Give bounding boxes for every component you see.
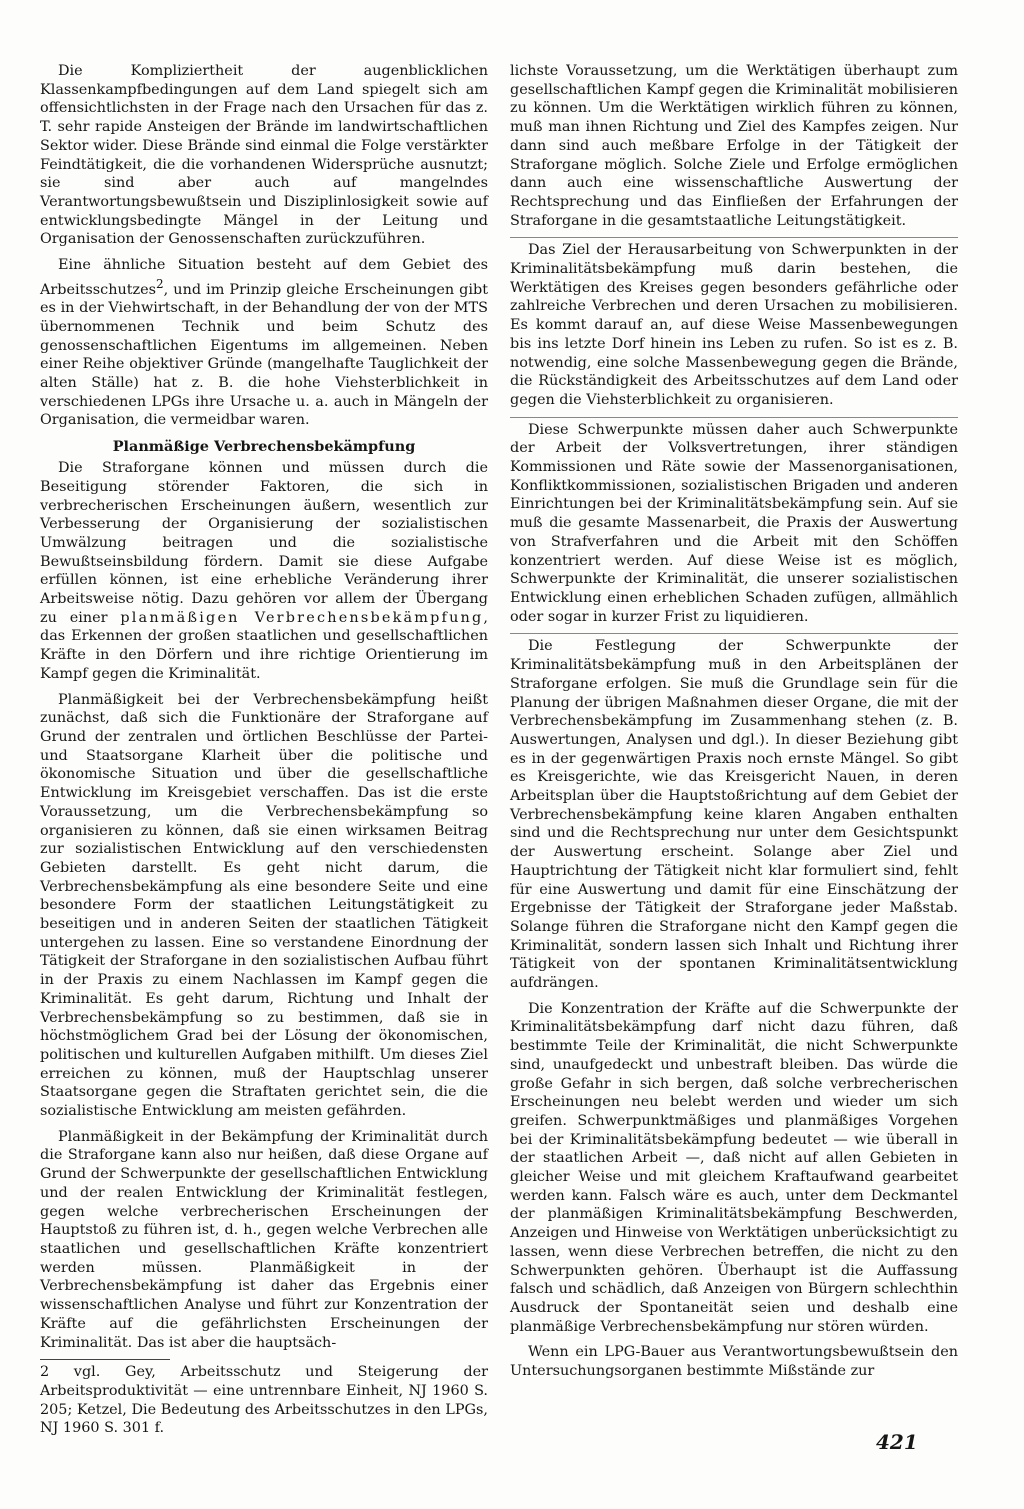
paragraph — [40, 256, 488, 430]
emphasized-text: planmäßigen Verbrechensbekämpfung — [120, 609, 484, 626]
paragraph: Die Kompliziertheit der augenblicklichen Klassenkampfbedingungen auf dem Land spiegelt sich am offensichtlichsten in der Frage nach den Ursachen für das z. T. sehr rapide Ansteigen der Brände im landwirtschaftlichen Sektor wider. Diese Brände sind einmal die Folge verstärkter Feindtätigkeit, die die vorhandenen Widersprüche ausnutzt; sie sind aber auch auf mangelndes Verantwortungsbewußtsein und Disziplinlosigkeit sowie auf entwicklungsbedingte Mängel in der Leitung und Organisation der Genossenschaften zurückzuführen. — [40, 63, 488, 248]
paragraph: Planmäßigkeit in der Bekämpfung der Kriminalität durch die Straforgane kann also nur heißen, daß diese Organe auf Grund der Schwerpunkte der gesellschaftlichen Entwicklung und der realen Entwicklung der Kriminalität festlegen, gegen welche verbrecherischen Erscheinungen der Hauptstoß zu führen ist, d. h., gegen welche Verbrechen alle staatlichen und gesellschaftlichen Kräfte konzentriert werden müssen. Planmäßigkeit in der Verbrechensbekämpfung ist daher das Ergebnis einer wissenschaftlichen Analyse und führt zur Konzentration der Kräfte auf die gefährlichsten Erscheinungen der Kriminalität. Das ist aber die hauptsäch- — [40, 1128, 488, 1351]
paragraph — [40, 459, 488, 683]
left-column — [40, 62, 488, 1445]
paragraph: Die Konzentration der Kräfte auf die Schwerpunkte der Kriminalitätsbekämpfung darf nicht dazu führen, daß bestimmte Teile der Kriminalität, die nicht Schwerpunkte sind, unaufgedeckt und unbestraft bleiben. Das würde die große Gefahr in sich bergen, daß solche verbrecherischen Erscheinungen neu belebt werden und wieder um sich greifen. Schwerpunktmäßiges und planmäßiges Vorgehen bei der Kriminalitätsbekämpfung bedeutet — wie überall in der staatlichen Arbeit —, daß nicht auf allen Gebieten in gleicher Weise und mit gleichem Kraftaufwand gearbeitet werden kann. Falsch wäre es auch, unter dem Deckmantel der planmäßigen Kriminalitätsbekämpfung Beschwerden, Anzeigen und Hinweise von Werktätigen unberücksichtigt zu lassen, wenn diese Verbrechen betreffen, die nicht zu den Schwerpunkten gehören. Überhaupt ist die Auffassung falsch und schädlich, daß Anzeigen von Bürgern schlechthin Ausdruck der Spontaneität seien und deshalb eine planmäßige Verbrechensbekämpfung nur stören würden. — [510, 1000, 958, 1335]
paragraph-text: Eine ähnliche Situation besteht auf dem Gebiet des Arbeitsschutzes — [40, 257, 488, 298]
paragraph: Diese Schwerpunkte müssen daher auch Schwerpunkte der Arbeit der Volksvertretungen, ihrer ständigen Kommissionen und Räte sowie der Massenorganisationen, Konfliktkommissionen, sozialistischen Brigaden und anderen Einrichtungen bei der Kriminalitätsbekämpfung sein. Auf sie muß die gesamte Massenarbeit, die Praxis der Auswertung von Strafverfahren und die Arbeit mit den Schöffen konzentriert werden. Auf diese Weise ist es möglich, Schwerpunkte der Kriminalität, die unserer sozialistischen Entwicklung einen erheblichen Schaden zufügen, allmählich oder sogar in kurzer Frist zu liquidieren. — [510, 417, 958, 627]
paragraph: Das Ziel der Herausarbeitung von Schwerpunkten in der Kriminalitätsbekämpfung muß darin bestehen, die Werktätigen des Kreises gegen besonders gefährliche oder zahlreiche Verbrechen und deren Ursachen zu mobilisieren. Es kommt darauf an, auf diese Weise Massenbewegungen bis ins letzte Dorf hinein ins Leben zu rufen. So ist es z. B. notwendig, eine solche Massenbewegung gegen die Brände, die Rückständigkeit des Arbeitsschutzes auf dem Land oder gegen die Viehsterblichkeit zu organisieren. — [510, 237, 958, 409]
page-number: 421 — [876, 1430, 918, 1454]
footnote-marker: 2 — [156, 276, 164, 291]
paragraph-text: , das Erkennen der großen staatlichen und gesellschaftlichen Kräfte in den Dörfern und ihre richtige Orientierung im Kampf gegen die Kriminalität. — [40, 609, 488, 682]
right-column — [510, 62, 958, 1388]
paragraph: Wenn ein LPG-Bauer aus Verantwortungsbewußtsein den Untersuchungsorganen bestimmte Mißstände zur — [510, 1344, 958, 1380]
section-heading: Planmäßige Verbrechensbekämpfung — [112, 438, 416, 456]
footnote-divider — [40, 1359, 170, 1360]
paragraph: lichste Voraussetzung, um die Werktätigen überhaupt zum gesellschaftlichen Kampf gegen die Kriminalität mobilisieren zu können. Um die Werktätigen wirklich führen zu können, muß man ihnen Richtung und Ziel des Kampfes zeigen. Nur dann sind auch meßbare Erfolge in der Tätigkeit der Straforgane möglich. Solche Ziele und Erfolge ermöglichen dann auch eine wissenschaftliche Auswertung der Rechtsprechung und das Einfließen der Erfahrungen der Straforgane in die gesamtstaatliche Leitungstätigkeit. — [510, 63, 958, 229]
paragraph-text: , und im Prinzip gleiche Erscheinungen gibt es in der Viehwirtschaft, in der Behandlung der von der MTS übernommenen Technik und beim Schutz des genossenschaftlichen Eigentums im allgemeinen. Neben einer Reihe objektiver Gründe (mangelhafte Tauglichkeit der alten Ställe) hat z. B. die hohe Viehsterblichkeit in verschiedenen LPGs ihre Ursache u. a. auch in Mängeln der Organisation, die vermeidbar waren. — [40, 281, 488, 429]
footnote: 2 vgl. Gey, Arbeitsschutz und Steigerung der Arbeitsproduktivität — eine untrennbare Einheit, NJ 1960 S. 205; Ketzel, Die Bedeutung des Arbeitsschutzes in den LPGs, NJ 1960 S. 301 f. — [40, 1364, 488, 1437]
paragraph: Die Festlegung der Schwerpunkte der Kriminalitätsbekämpfung muß in den Arbeitsplänen der Straforgane erfolgen. Sie muß die Grundlage sein für die Planung der übrigen Maßnahmen dieser Organe, die mit der Verbrechensbekämpfung im Zusammenhang stehen (z. B. Auswertungen, Analysen und dgl.). In dieser Beziehung gibt es in der gegenwärtigen Praxis noch ernste Mängel. So gibt es Kreisgerichte, wie das Kreisgericht Nauen, in deren Arbeitsplan über die Hauptstoßrichtung auf dem Gebiet der Verbrechensbekämpfung keine klaren Angaben enthalten sind und die Rechtsprechung nur unter dem Gesichtspunkt der Auswertung erscheint. Solange aber Ziel und Hauptrichtung der Tätigkeit nicht klar formuliert sind, fehlt für eine Auswertung und damit für eine Einschätzung der Ergebnisse der Tätigkeit der Straforgane jeder Maßstab. Solange führen die Straforgane nicht den Kampf gegen die Kriminalität, sondern lassen sich Inhalt und Richtung ihrer Tätigkeit von der spontanen Kriminalitätsentwicklung aufdrängen. — [510, 633, 958, 992]
paragraph: Planmäßigkeit bei der Verbrechensbekämpfung heißt zunächst, daß sich die Funktionäre der Straforgane auf Grund der zentralen und örtlichen Beschlüsse der Partei- und Staatsorgane Klarheit über die politische und ökonomische Situation und über die gesellschaftliche Entwicklung im Kreisgebiet verschaffen. Das ist die erste Voraussetzung, um die Verbrechensbekämpfung so organisieren zu können, daß sie einen wirksamen Beitrag zur sozialistischen Entwicklung auf den verschiedensten Gebieten darstellt. Es geht nicht darum, die Verbrechensbekämpfung als eine besondere Seite und eine besondere Form der staatlichen Leitungstätigkeit zu beseitigen und in anderen Seiten der staatlichen Tätigkeit untergehen zu lassen. Eine so verstandene Einordnung der Tätigkeit der Straforgane in den sozialistischen Aufbau führt in der Praxis zu einem Nachlassen im Kampf gegen die Kriminalität. Es geht darum, Richtung und Inhalt der Verbrechensbekämpfung so zu bestimmen, daß sie in höchstmöglichem Grad bei der Lösung der ökonomischen, politischen und kulturellen Aufgaben mithilft. Um dieses Ziel erreichen zu können, muß der Hauptschlag unserer Staatsorgane gegen die Straftaten gerichtet sein, die die sozialistische Entwicklung am meisten gefährden. — [40, 691, 488, 1120]
paragraph-text: Die Straforgane können und müssen durch die Beseitigung störender Faktoren, die sich in verbrecherischen Erscheinungen äußern, wesentlich zur Verbesserung der Organisierung der sozialistischen Umwälzung beitragen und die sozialistische Bewußtseinsbildung fördern. Damit sie diese Aufgabe erfüllen können, ist eine erhebliche Veränderung ihrer Arbeitsweise nötig. Dazu gehören vor allem der Übergang zu einer — [40, 460, 488, 626]
